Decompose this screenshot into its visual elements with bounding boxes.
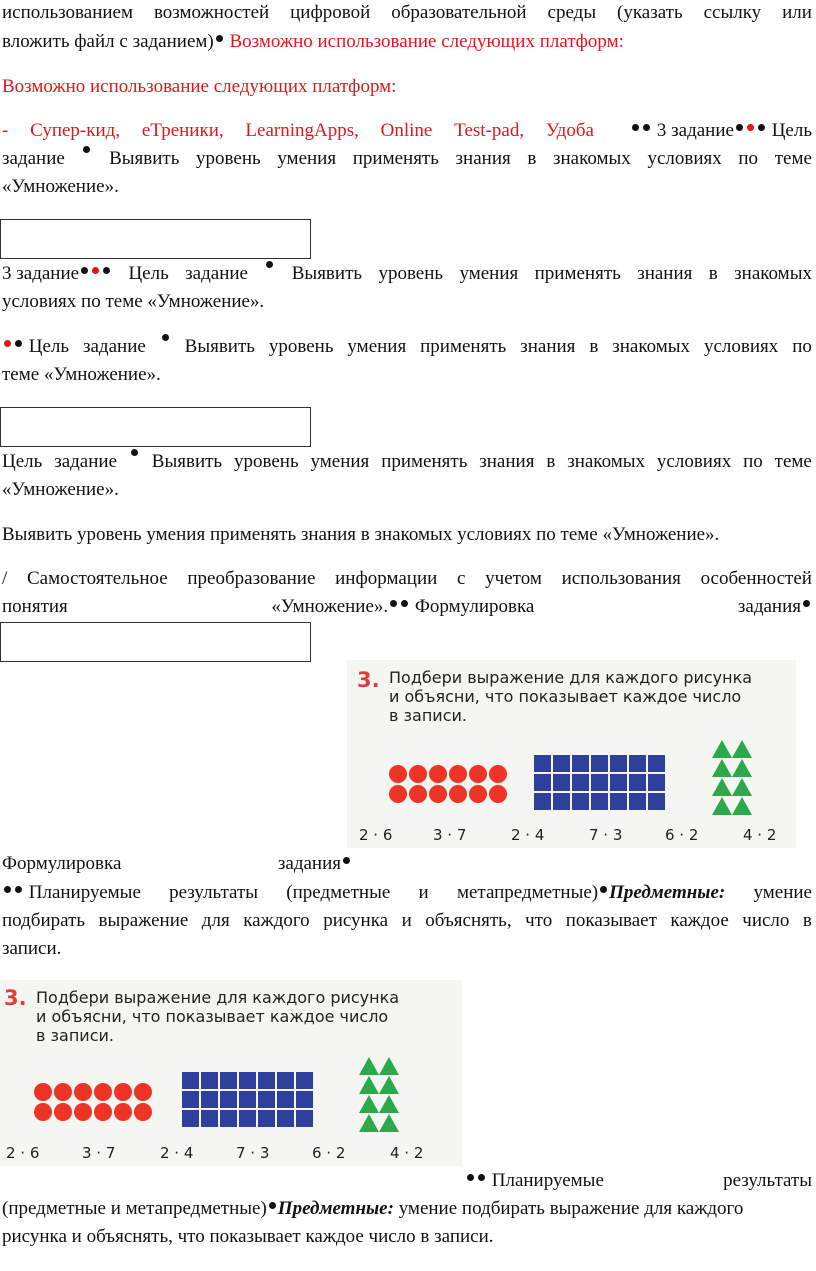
word: применять xyxy=(381,451,468,472)
task-text-line: Подбери выражение для каждого рисунка xyxy=(389,668,753,687)
blue-square xyxy=(277,1110,294,1127)
bullet-icon xyxy=(162,334,169,341)
green-triangle xyxy=(732,797,752,815)
blue-square xyxy=(220,1110,237,1127)
blue-square xyxy=(534,755,551,772)
word: умения xyxy=(459,263,519,284)
word: выражение xyxy=(98,910,189,931)
blue-square xyxy=(591,793,608,810)
word: особенностей xyxy=(700,568,812,589)
p5-line1 xyxy=(2,334,812,360)
word: и xyxy=(401,910,412,931)
red-circle xyxy=(54,1083,72,1101)
expression: 7 · 3 xyxy=(589,826,623,844)
word: число xyxy=(742,910,790,931)
word: применять xyxy=(420,336,507,357)
word: результаты xyxy=(723,1170,812,1191)
blue-square xyxy=(258,1072,275,1089)
word: Формулировка xyxy=(2,853,122,874)
green-triangle xyxy=(379,1095,399,1113)
bullet-red-icon xyxy=(92,267,99,274)
word: учетом xyxy=(485,568,542,589)
bullet-icon xyxy=(81,267,88,274)
bullet-icon xyxy=(4,886,11,893)
blue-square xyxy=(277,1072,294,1089)
empty-box xyxy=(0,407,311,447)
text-red: Возможно использование следующих платформ: xyxy=(224,31,624,52)
p6-line2: «Умножение». xyxy=(2,479,119,500)
word: теме xyxy=(774,148,812,169)
blue-square xyxy=(201,1091,218,1108)
word: умения xyxy=(347,336,407,357)
word: Выявить xyxy=(184,336,255,357)
red-circle xyxy=(429,765,447,783)
word: Цель xyxy=(128,263,169,284)
red-circle xyxy=(114,1103,132,1121)
blue-square xyxy=(182,1072,199,1089)
bullet-icon xyxy=(269,1202,276,1209)
p8-line1 xyxy=(2,566,812,592)
bullet-icon xyxy=(632,124,639,131)
p1-line2 xyxy=(2,29,812,55)
word: Test-pad, xyxy=(454,120,525,141)
bullet-icon xyxy=(758,124,765,131)
p1-line1 xyxy=(2,0,812,26)
red-circle xyxy=(54,1103,72,1121)
word: знания xyxy=(520,336,576,357)
word: Супер-кид, xyxy=(30,120,121,141)
text: Цель xyxy=(766,120,812,141)
word: Самостоятельное xyxy=(26,568,168,589)
p9-line1 xyxy=(2,851,352,877)
bullet-icon xyxy=(478,1174,485,1181)
word: условиях xyxy=(647,148,722,169)
expression: 6 · 2 xyxy=(665,826,699,844)
expression: 3 · 7 xyxy=(433,826,467,844)
green-triangle xyxy=(379,1076,399,1094)
word: использованием xyxy=(2,2,134,23)
red-circle xyxy=(74,1103,92,1121)
blue-square xyxy=(591,755,608,772)
blue-square xyxy=(239,1110,256,1127)
blue-square xyxy=(239,1072,256,1089)
blue-square xyxy=(553,755,570,772)
word: еТреники, xyxy=(141,120,224,141)
task-text-line: в записи. xyxy=(389,706,467,725)
bullet-icon xyxy=(643,124,650,131)
expression: 2 · 6 xyxy=(6,1144,40,1162)
word: задания xyxy=(278,851,352,877)
word: Планируемые xyxy=(465,1168,604,1194)
word: Выявить xyxy=(109,148,180,169)
task-card-image xyxy=(0,980,462,1166)
word: Выявить xyxy=(291,263,363,284)
blue-square xyxy=(182,1091,199,1108)
word: теме xyxy=(774,451,812,472)
p3-line3: «Умножение». xyxy=(2,176,119,197)
word: результаты xyxy=(169,882,259,903)
word: Выявить xyxy=(151,451,223,472)
blue-square xyxy=(296,1072,313,1089)
word: Online xyxy=(380,120,433,141)
word: для xyxy=(201,910,230,931)
blue-square xyxy=(220,1091,237,1108)
word: по xyxy=(738,148,759,169)
blue-square xyxy=(572,793,589,810)
p10-line1 xyxy=(2,880,812,906)
word: среды xyxy=(547,2,597,23)
expression: 3 · 7 xyxy=(82,1144,116,1162)
word: объяснять, xyxy=(425,910,512,931)
bullet-icon xyxy=(390,600,397,607)
blue-square xyxy=(610,755,627,772)
expression: 4 · 2 xyxy=(743,826,777,844)
word: Удоба xyxy=(545,120,594,141)
green-triangle xyxy=(712,797,732,815)
blue-square xyxy=(534,774,551,791)
blue-square xyxy=(258,1091,275,1108)
blue-square xyxy=(629,774,646,791)
word: уровень xyxy=(233,451,299,472)
word: задания xyxy=(738,594,812,620)
red-circle xyxy=(389,785,407,803)
word: ссылку xyxy=(703,2,762,23)
red-circle xyxy=(94,1083,112,1101)
word: / xyxy=(2,568,8,589)
p4-line2: условиях по теме «Умножение». xyxy=(2,291,265,312)
task-text-line: Подбери выражение для каждого рисунка xyxy=(36,988,400,1007)
blue-square xyxy=(201,1072,218,1089)
word: задание xyxy=(54,451,118,472)
bullet-icon xyxy=(736,124,743,131)
bullet-icon xyxy=(266,261,273,268)
word: уровень xyxy=(378,263,444,284)
task-number: 3. xyxy=(357,668,380,692)
red-circle xyxy=(409,785,427,803)
word: (указать xyxy=(617,2,683,23)
word: что xyxy=(525,910,553,931)
blue-square xyxy=(534,793,551,810)
blue-square xyxy=(648,774,665,791)
word: умения xyxy=(310,451,370,472)
word: (предметные xyxy=(286,882,391,903)
p11-line3: рисунка и объяснять, что показывает каждое число в записи. xyxy=(2,1226,494,1247)
word: рисунка xyxy=(323,910,389,931)
green-triangle xyxy=(732,740,752,758)
word: или xyxy=(782,2,812,23)
green-triangle xyxy=(712,740,732,758)
red-circle xyxy=(389,765,407,783)
blue-square xyxy=(610,793,627,810)
word: Цель xyxy=(2,451,43,472)
green-triangle xyxy=(732,759,752,777)
bullet-icon xyxy=(15,886,22,893)
red-circle xyxy=(34,1083,52,1101)
bullet-icon xyxy=(83,146,90,153)
word: подбирать xyxy=(2,910,86,931)
red-circle xyxy=(469,765,487,783)
red-circle xyxy=(489,785,507,803)
blue-square xyxy=(610,774,627,791)
task-text-line: и объясни, что показывает каждое число xyxy=(36,1007,389,1026)
blue-square xyxy=(553,774,570,791)
word: Цель xyxy=(2,334,69,360)
task-card-image xyxy=(347,660,796,848)
expression: 7 · 3 xyxy=(236,1144,270,1162)
p10-line2 xyxy=(2,908,812,934)
blue-square xyxy=(648,793,665,810)
p3-line2 xyxy=(2,146,812,172)
word: задание xyxy=(82,336,146,357)
green-triangle xyxy=(379,1057,399,1075)
word: использования xyxy=(561,568,681,589)
red-circle xyxy=(134,1083,152,1101)
word: 3 задание xyxy=(2,261,112,287)
blue-square xyxy=(220,1072,237,1089)
word: каждого xyxy=(243,910,310,931)
word: метапредметные) Предметные: xyxy=(456,882,726,903)
word: условиях xyxy=(656,451,732,472)
green-triangle xyxy=(359,1057,379,1075)
p8-line2 xyxy=(2,594,812,620)
p10-line3: записи. xyxy=(2,938,62,959)
bullet-icon xyxy=(401,600,408,607)
task-number: 3. xyxy=(4,986,27,1010)
p11-line2 xyxy=(2,1196,812,1222)
green-triangle xyxy=(359,1095,379,1113)
word: - xyxy=(2,120,9,141)
word: задание xyxy=(2,148,65,169)
text: 3 задание xyxy=(652,120,734,141)
red-circle xyxy=(429,785,447,803)
p4-line1 xyxy=(2,261,812,287)
word: уровень xyxy=(196,148,261,169)
p2-line1: Возможно использование следующих платформ: xyxy=(2,76,397,97)
word: знания xyxy=(637,263,693,284)
blue-square xyxy=(201,1110,218,1127)
p11-line1 xyxy=(465,1168,812,1194)
word: показывает xyxy=(565,910,657,931)
blue-square xyxy=(629,755,646,772)
empty-box xyxy=(0,622,311,662)
text: (предметные и метапредметные) xyxy=(2,1198,267,1219)
bullet-icon xyxy=(131,449,138,456)
task-text-line: и объясни, что показывает каждое число xyxy=(389,687,742,706)
p5-line2: теме «Умножение». xyxy=(2,364,161,385)
blue-square xyxy=(258,1110,275,1127)
bullet-icon xyxy=(103,267,110,274)
word: знания xyxy=(479,451,535,472)
word: возможностей xyxy=(153,2,270,23)
bullet-red-icon xyxy=(4,340,11,347)
word: в xyxy=(527,148,537,169)
blue-square xyxy=(296,1110,313,1127)
p7-line1: Выявить уровень умения применять знания в знакомых условиях по теме «Умножение». xyxy=(2,524,720,545)
red-circle xyxy=(449,785,467,803)
p6-line1 xyxy=(2,449,812,475)
blue-square xyxy=(239,1091,256,1108)
red-circle xyxy=(449,765,467,783)
expression: 2 · 6 xyxy=(359,826,393,844)
expression: 4 · 2 xyxy=(390,1144,424,1162)
word: знакомых xyxy=(612,336,691,357)
word: условиях xyxy=(703,336,779,357)
word: по xyxy=(792,336,812,357)
word: преобразование xyxy=(187,568,316,589)
red-circle xyxy=(489,765,507,783)
blue-square xyxy=(591,774,608,791)
text: вложить файл с заданием) xyxy=(2,31,214,52)
word: в xyxy=(589,336,599,357)
red-circle xyxy=(34,1103,52,1121)
blue-square xyxy=(296,1091,313,1108)
bullet-icon xyxy=(343,857,350,864)
blue-square xyxy=(277,1091,294,1108)
blue-square xyxy=(182,1110,199,1127)
text-bold-italic: Предметные: xyxy=(277,1198,394,1219)
blue-square xyxy=(572,755,589,772)
green-triangle xyxy=(732,778,752,796)
word: применять xyxy=(352,148,439,169)
word: LearningApps, xyxy=(245,120,359,141)
word: задание xyxy=(185,263,248,284)
word: знания xyxy=(455,148,511,169)
green-triangle xyxy=(359,1076,379,1094)
empty-box xyxy=(0,219,311,259)
word: информации xyxy=(335,568,438,589)
p3-line1 xyxy=(2,118,812,144)
word: цифровой xyxy=(290,2,371,23)
text: умение подбирать выражение для каждого xyxy=(393,1198,744,1219)
word: умение xyxy=(753,882,812,903)
word: «Умножение». Формулировка xyxy=(271,596,535,617)
expression: 2 · 4 xyxy=(160,1144,194,1162)
bullet-icon xyxy=(216,35,223,42)
word: каждое xyxy=(670,910,729,931)
word: и xyxy=(418,882,429,903)
red-circle xyxy=(74,1083,92,1101)
red-circle xyxy=(114,1083,132,1101)
word: знакомых xyxy=(567,451,646,472)
word: понятия xyxy=(2,596,68,617)
word: уровень xyxy=(268,336,334,357)
red-circle xyxy=(409,765,427,783)
blue-square xyxy=(553,793,570,810)
word: с xyxy=(457,568,466,589)
word: образовательной xyxy=(391,2,527,23)
red-circle xyxy=(469,785,487,803)
word: в xyxy=(546,451,556,472)
blue-square xyxy=(572,774,589,791)
bullet-icon xyxy=(15,340,22,347)
word: в xyxy=(708,263,718,284)
green-triangle xyxy=(712,759,732,777)
word: умения xyxy=(277,148,337,169)
red-circle xyxy=(94,1103,112,1121)
blue-square xyxy=(648,755,665,772)
word: знакомых xyxy=(734,263,812,284)
bullet-icon xyxy=(600,886,607,893)
word: в xyxy=(802,910,812,931)
green-triangle xyxy=(712,778,732,796)
green-triangle xyxy=(359,1114,379,1132)
word: применять xyxy=(534,263,621,284)
bullet-icon xyxy=(803,600,810,607)
word: Планируемые xyxy=(2,880,141,906)
bullet-icon xyxy=(467,1174,474,1181)
blue-square xyxy=(629,793,646,810)
word: знакомых xyxy=(553,148,631,169)
word: по xyxy=(743,451,763,472)
expression: 6 · 2 xyxy=(312,1144,346,1162)
expression: 2 · 4 xyxy=(511,826,545,844)
green-triangle xyxy=(379,1114,399,1132)
red-circle xyxy=(134,1103,152,1121)
task-text-line: в записи. xyxy=(36,1026,114,1045)
bullet-red-icon xyxy=(747,124,754,131)
